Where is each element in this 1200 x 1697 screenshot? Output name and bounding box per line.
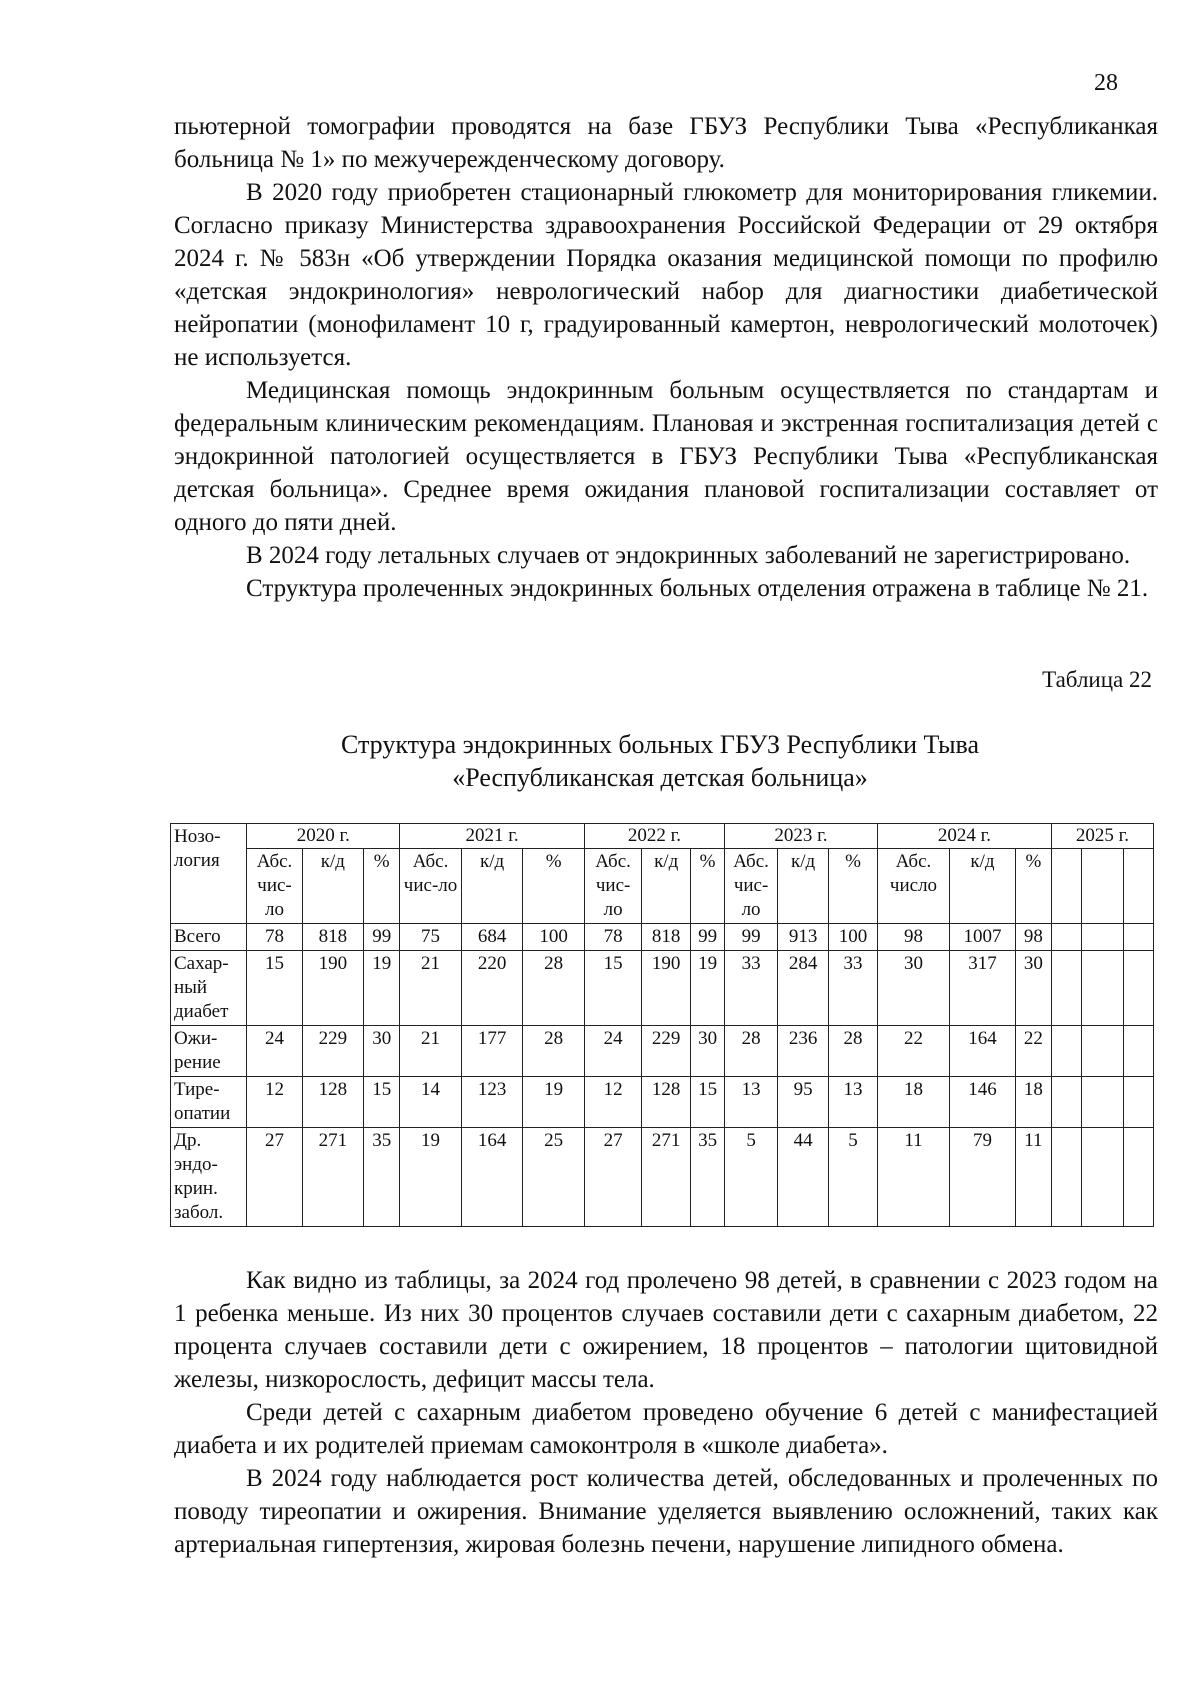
table-cell: 35 — [364, 1128, 400, 1227]
subheader-kd: к/д — [950, 849, 1016, 924]
row-label: Ожи-рение — [171, 1026, 247, 1077]
subheader-kd: к/д — [302, 849, 364, 924]
subheader-percent: % — [364, 849, 400, 924]
table-cell — [1124, 924, 1154, 951]
header-year: 2022 г. — [584, 824, 724, 849]
page-number: 28 — [1094, 70, 1118, 96]
table-cell: 128 — [642, 1077, 691, 1128]
table-cell: 27 — [247, 1128, 302, 1227]
table-cell: 1007 — [950, 924, 1016, 951]
row-label: Тире-опатии — [171, 1077, 247, 1128]
header-nosology: Нозо-логия — [171, 824, 247, 924]
subheader-abs: Абс. чис-ло — [247, 849, 302, 924]
header-year: 2020 г. — [247, 824, 400, 849]
table-cell: 28 — [523, 951, 585, 1026]
table-cell: 30 — [364, 1026, 400, 1077]
table-cell: 22 — [1015, 1026, 1051, 1077]
table-row — [171, 1077, 1154, 1128]
paragraph: пьютерной томографии проводятся на базе ГБУЗ Республики Тыва «Республиканкая больница № 1» по межучережденческому договору. — [174, 113, 1158, 173]
table-cell — [1051, 1128, 1081, 1227]
table-cell — [1081, 924, 1123, 951]
bottom-text-block — [174, 1264, 1158, 1561]
table-cell: 15 — [247, 951, 302, 1026]
table-cell: 317 — [950, 951, 1016, 1026]
table-cell — [1051, 1026, 1081, 1077]
table-cell: 30 — [691, 1026, 725, 1077]
table-cell — [1051, 951, 1081, 1026]
table-cell: 146 — [950, 1077, 1016, 1128]
table-cell: 5 — [829, 1128, 878, 1227]
row-label: Др. эндо-крин. забол. — [171, 1128, 247, 1227]
table-subheader-row — [171, 849, 1154, 924]
table-cell: 284 — [778, 951, 829, 1026]
paragraph: Структура пролеченных эндокринных больных отделения отражена в таблице № 21. — [246, 575, 1149, 602]
header-year: 2024 г. — [877, 824, 1051, 849]
table-cell: 18 — [877, 1077, 949, 1128]
table-cell: 271 — [642, 1128, 691, 1227]
table-cell: 15 — [584, 951, 641, 1026]
table-row — [171, 924, 1154, 951]
table-cell: 12 — [584, 1077, 641, 1128]
table-cell: 19 — [691, 951, 725, 1026]
table-title-line: Структура эндокринных больных ГБУЗ Республики Тыва — [340, 730, 980, 759]
table-cell: 99 — [725, 924, 778, 951]
table-cell: 15 — [364, 1077, 400, 1128]
paragraph: В 2020 году приобретен стационарный глюкометр для мониторирования гликемии. Согласно приказу Министерства здравоохранения Российской Федерации от 29 октября 2024 г. № 583н «Об утверждении Порядка оказания медицинской помощи по профилю «детская эндокринология» неврологический набор для диагностики диабетической нейропатии (монофиламент 10 г, градуированный камертон, неврологический молоточек) не используется. — [174, 179, 1158, 371]
subheader-abs: Абс. число — [877, 849, 949, 924]
subheader-abs: Абс. чис-ло — [725, 849, 778, 924]
table-header-row — [171, 824, 1154, 849]
table-row — [171, 951, 1154, 1026]
paragraph: Как видно из таблицы, за 2024 год пролечено 98 детей, в сравнении с 2023 годом на 1 ребенка меньше. Из них 30 процентов случаев составили дети с сахарным диабетом, 22 процента случаев составили дети с ожирением, 18 процентов – патологии щитовидной железы, низкорослость, дефицит массы тела. — [174, 1267, 1158, 1393]
table-cell: 164 — [461, 1128, 523, 1227]
table-cell: 33 — [725, 951, 778, 1026]
table-cell: 271 — [302, 1128, 364, 1227]
table-cell: 19 — [400, 1128, 462, 1227]
table-label: Таблица 22 — [1042, 667, 1152, 692]
row-label: Сахар-ный диабет — [171, 951, 247, 1026]
table-title-line: «Республиканская детская больница» — [452, 763, 868, 792]
table-cell: 123 — [461, 1077, 523, 1128]
table-cell — [1081, 1077, 1123, 1128]
subheader-kd: к/д — [461, 849, 523, 924]
table-cell — [1124, 951, 1154, 1026]
table-cell: 229 — [302, 1026, 364, 1077]
table-cell: 21 — [400, 951, 462, 1026]
table-cell: 684 — [461, 924, 523, 951]
table-cell — [1124, 1128, 1154, 1227]
paragraph: В 2024 году наблюдается рост количества детей, обследованных и пролеченных по поводу тиреопатии и ожирения. Внимание уделяется выявлению осложнений, таких как артериальная гипертензия, жировая болезнь печени, нарушение липидного обмена. — [174, 1465, 1158, 1558]
table-cell: 28 — [829, 1026, 878, 1077]
subheader-abs: Абс. чис-ло — [584, 849, 641, 924]
table-cell: 11 — [877, 1128, 949, 1227]
table-cell: 14 — [400, 1077, 462, 1128]
table-cell: 18 — [1015, 1077, 1051, 1128]
table-cell: 35 — [691, 1128, 725, 1227]
subheader-percent: % — [1015, 849, 1051, 924]
table-cell: 818 — [642, 924, 691, 951]
table-cell: 236 — [778, 1026, 829, 1077]
table-cell: 24 — [247, 1026, 302, 1077]
table-cell: 25 — [523, 1128, 585, 1227]
row-label: Всего — [171, 924, 247, 951]
table-cell — [1124, 1026, 1154, 1077]
table-cell: 28 — [523, 1026, 585, 1077]
top-text-block — [174, 110, 1158, 605]
paragraph: Медицинская помощь эндокринным больным осуществляется по стандартам и федеральным клиническим рекомендациям. Плановая и экстренная госпитализация детей с эндокринной патологией осуществляется в ГБУЗ Республики Тыва «Республиканская детская больница». Среднее время ожидания плановой госпитализации составляет от одного до пяти дней. — [174, 377, 1158, 536]
subheader-percent: % — [829, 849, 878, 924]
subheader-empty — [1124, 849, 1154, 924]
table-cell: 818 — [302, 924, 364, 951]
table-cell: 79 — [950, 1128, 1016, 1227]
table-cell: 19 — [364, 951, 400, 1026]
table-cell — [1124, 1077, 1154, 1128]
table-cell — [1081, 1128, 1123, 1227]
subheader-percent: % — [691, 849, 725, 924]
subheader-percent: % — [523, 849, 585, 924]
table-cell: 33 — [829, 951, 878, 1026]
table-cell: 229 — [642, 1026, 691, 1077]
table-cell — [1051, 924, 1081, 951]
subheader-kd: к/д — [778, 849, 829, 924]
table-cell: 30 — [877, 951, 949, 1026]
table-cell: 98 — [1015, 924, 1051, 951]
table-cell: 5 — [725, 1128, 778, 1227]
table-cell: 44 — [778, 1128, 829, 1227]
paragraph: Среди детей с сахарным диабетом проведено обучение 6 детей с манифестацией диабета и их родителей приемам самоконтроля в «школе диабета». — [174, 1399, 1158, 1459]
table-cell: 19 — [523, 1077, 585, 1128]
table-cell: 13 — [725, 1077, 778, 1128]
table-cell: 164 — [950, 1026, 1016, 1077]
subheader-empty — [1051, 849, 1081, 924]
table-cell: 78 — [584, 924, 641, 951]
paragraph: В 2024 году летальных случаев от эндокринных заболеваний не зарегистрировано. — [246, 542, 1131, 569]
table-cell: 913 — [778, 924, 829, 951]
header-year: 2025 г. — [1051, 824, 1153, 849]
table-cell: 190 — [642, 951, 691, 1026]
table-title — [180, 728, 1140, 794]
header-year: 2021 г. — [400, 824, 585, 849]
table-cell: 28 — [725, 1026, 778, 1077]
table-cell: 75 — [400, 924, 462, 951]
table-row — [171, 1128, 1154, 1227]
table-cell: 98 — [877, 924, 949, 951]
table-cell — [1081, 951, 1123, 1026]
table-cell: 22 — [877, 1026, 949, 1077]
table-cell: 177 — [461, 1026, 523, 1077]
table-cell: 128 — [302, 1077, 364, 1128]
table-cell: 220 — [461, 951, 523, 1026]
table-cell: 100 — [523, 924, 585, 951]
header-year: 2023 г. — [725, 824, 878, 849]
table-cell: 95 — [778, 1077, 829, 1128]
table-cell — [1051, 1077, 1081, 1128]
table-cell: 11 — [1015, 1128, 1051, 1227]
subheader-empty — [1081, 849, 1123, 924]
table-cell: 99 — [364, 924, 400, 951]
table-cell: 15 — [691, 1077, 725, 1128]
subheader-kd: к/д — [642, 849, 691, 924]
data-table — [170, 823, 1154, 1227]
table-cell: 100 — [829, 924, 878, 951]
table-cell: 24 — [584, 1026, 641, 1077]
table-row — [171, 1026, 1154, 1077]
table-cell: 30 — [1015, 951, 1051, 1026]
table-cell: 12 — [247, 1077, 302, 1128]
table-cell: 13 — [829, 1077, 878, 1128]
table-cell: 78 — [247, 924, 302, 951]
table-cell: 21 — [400, 1026, 462, 1077]
table-cell: 27 — [584, 1128, 641, 1227]
table-cell: 99 — [691, 924, 725, 951]
subheader-abs: Абс. чис-ло — [400, 849, 462, 924]
table-cell: 190 — [302, 951, 364, 1026]
table-cell — [1081, 1026, 1123, 1077]
